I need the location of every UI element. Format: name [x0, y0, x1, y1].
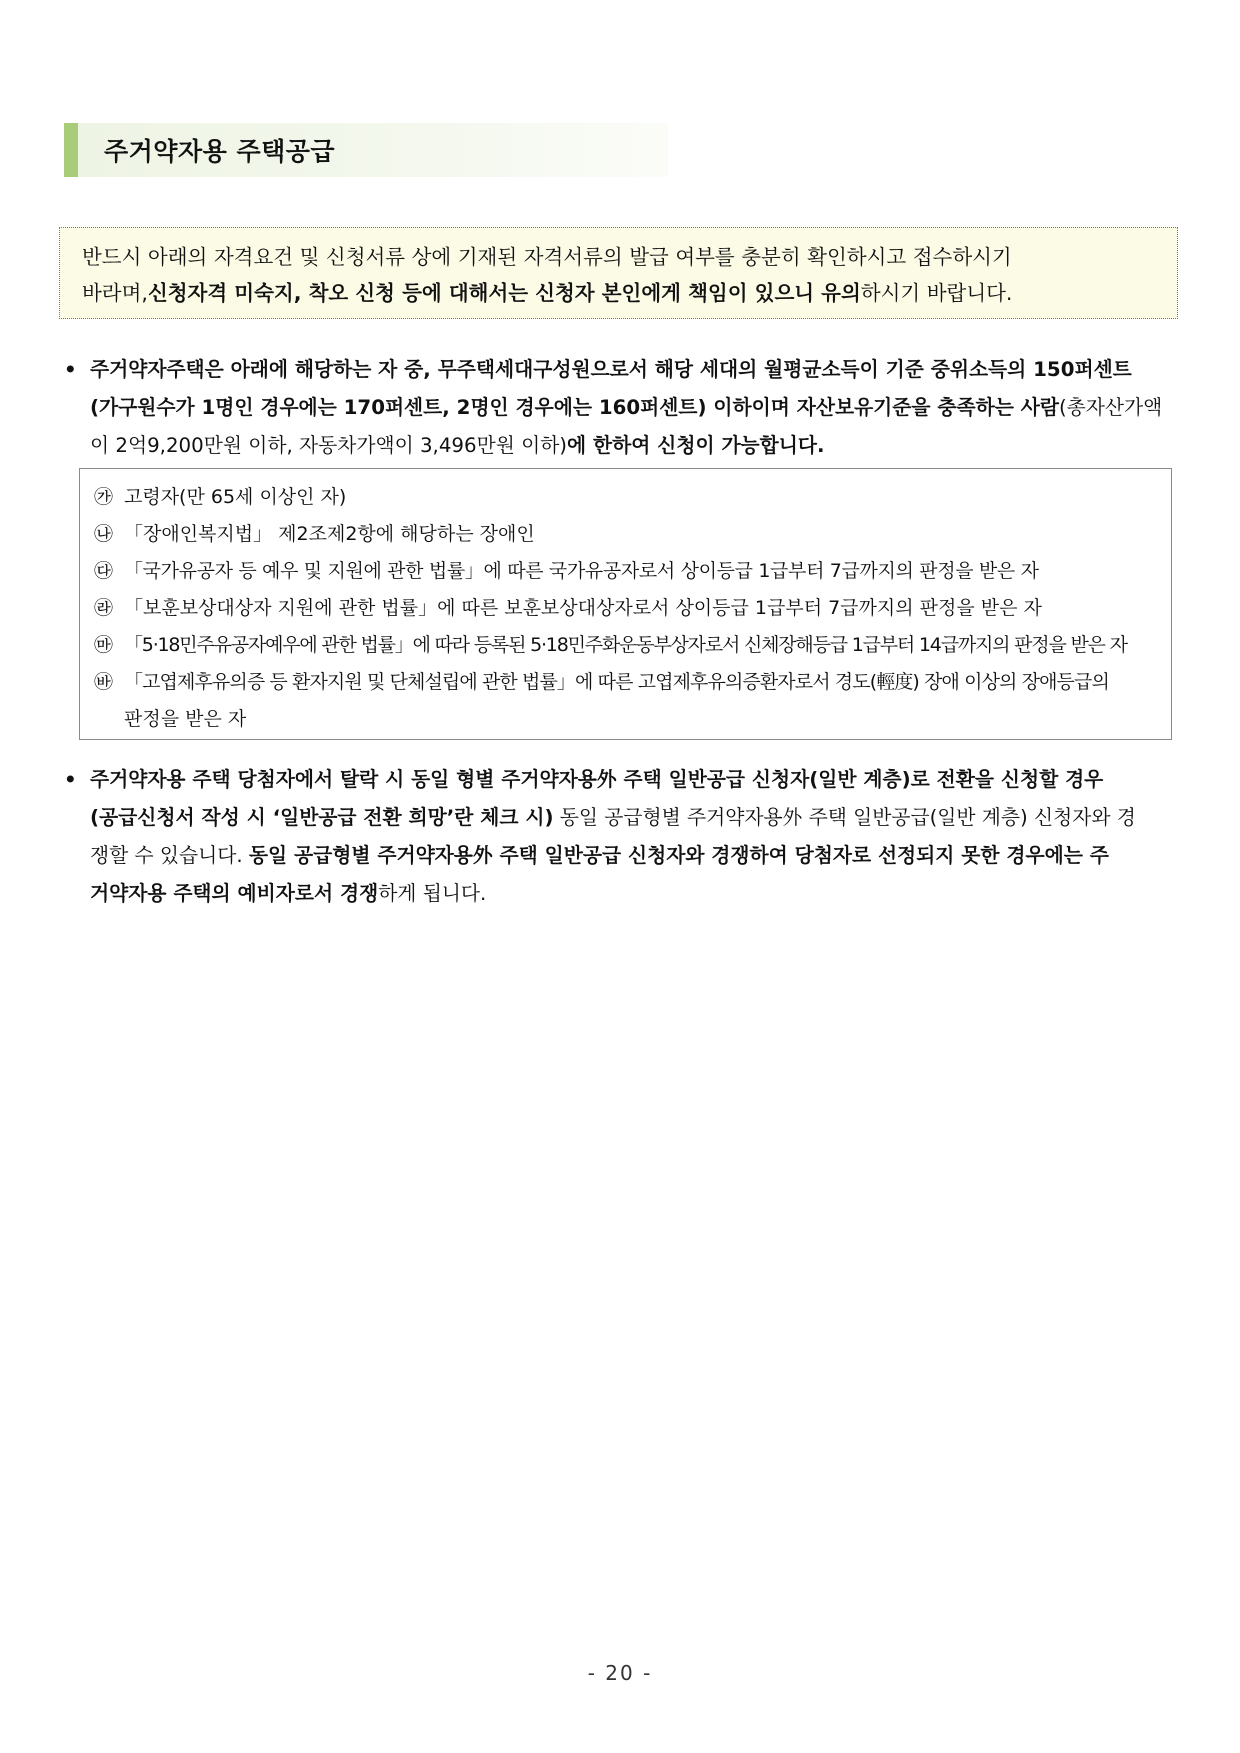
- paragraph-conversion-line-3b: 동일 공급형별 주거약자용外 주택 일반공급 신청자와 경쟁하여 당첨자로 선정되지 못한 경우에는 주: [248, 844, 1109, 867]
- section-header-accent-bar: [64, 123, 78, 177]
- paragraph-eligibility-line-3: [90, 427, 1180, 465]
- notice-text-2c: 하시기 바랍니다.: [860, 281, 1013, 305]
- bullet: •: [64, 358, 77, 381]
- criteria-box: [79, 468, 1172, 740]
- paragraph-eligibility-line-1: 주거약자주택은 아래에 해당하는 자 중, 무주택세대구성원으로서 해당 세대의 월평균소득이 기준 중위소득의 150퍼센트: [90, 358, 1132, 381]
- criteria-text-continuation: 판정을 받은 자: [124, 708, 247, 730]
- paragraph-eligibility-row: [64, 351, 1180, 465]
- paragraph-conversion-line-4: [90, 875, 1180, 913]
- paragraph-eligibility-line-2: [90, 389, 1180, 427]
- section-title: 주거약자용 주택공급: [104, 137, 336, 166]
- criteria-item: [94, 516, 1157, 553]
- criteria-mark: ㉯: [94, 523, 114, 545]
- criteria-text: 「보훈보상대상자 지원에 관한 법률」에 따른 보훈보상대상자로서 상이등급 1급부터 7급까지의 판정을 받은 자: [124, 597, 1042, 619]
- notice-text-1: 반드시 아래의 자격요건 및 신청서류 상에 기재된 자격서류의 발급 여부를 충분히 확인하시고 접수하시기: [82, 245, 1012, 269]
- criteria-mark: ㉳: [94, 671, 114, 693]
- paragraph-eligibility-line-2b: (총자산가액: [1058, 396, 1163, 419]
- paragraph-conversion-line-4a: 거약자용 주택의 예비자로서 경쟁: [90, 882, 379, 905]
- criteria-item: [94, 479, 1157, 516]
- criteria-mark: ㉰: [94, 560, 114, 582]
- paragraph-conversion-line-2a: (공급신청서 작성 시 ‘일반공급 전환 희망’란 체크 시): [90, 806, 554, 829]
- paragraph-conversion-row: [64, 761, 1180, 913]
- notice-text-2a: 바라며,: [82, 281, 148, 305]
- paragraph-eligibility-line-2a: (가구원수가 1명인 경우에는 170퍼센트, 2명인 경우에는 160퍼센트) 이하이며 자산보유기준을 충족하는 사람: [90, 396, 1059, 419]
- criteria-item: [94, 553, 1157, 590]
- paragraph-conversion-line-2b: 동일 공급형별 주거약자용外 주택 일반공급(일반 계층) 신청자와 경: [553, 806, 1136, 829]
- criteria-mark: ㉱: [94, 597, 114, 619]
- notice-text-2b: 신청자격 미숙지, 착오 신청 등에 대해서는 신청자 본인에게 책임이 있으니 유의: [147, 281, 861, 305]
- criteria-text: 「장애인복지법」 제2조제2항에 해당하는 장애인: [124, 523, 535, 545]
- paragraph-conversion: [64, 761, 1180, 913]
- criteria-mark: ㉲: [94, 634, 114, 656]
- criteria-text: 「5·18민주유공자예우에 관한 법률」에 따라 등록된 5·18민주화운동부상자로서 신체장해등급 1급부터 14급까지의 판정을 받은 자: [124, 634, 1127, 656]
- page-number: - 20 -: [587, 1661, 653, 1685]
- criteria-item: [94, 627, 1157, 664]
- criteria-text: 「고엽제후유의증 등 환자지원 및 단체설립에 관한 법률」에 따른 고엽제후유의증환자로서 경도(輕度) 장애 이상의 장애등급의: [124, 671, 1109, 693]
- paragraph-conversion-line-1: 주거약자용 주택 당첨자에서 탈락 시 동일 형별 주거약자용外 주택 일반공급 신청자(일반 계층)로 전환을 신청할 경우: [90, 768, 1104, 791]
- criteria-text: 고령자(만 65세 이상인 자): [124, 486, 347, 508]
- section-header: [64, 123, 668, 177]
- criteria-text: 「국가유공자 등 예우 및 지원에 관한 법률」에 따른 국가유공자로서 상이등급 1급부터 7급까지의 판정을 받은 자: [124, 560, 1039, 582]
- notice-line-1: [82, 239, 1157, 275]
- notice-line-2: [82, 275, 1157, 311]
- paragraph-eligibility: [64, 351, 1180, 465]
- paragraph-eligibility-line-3b: 에 한하여 신청이 가능합니다.: [567, 434, 825, 457]
- criteria-item: [94, 590, 1157, 627]
- bullet: •: [64, 768, 77, 791]
- notice-box: [59, 227, 1178, 319]
- criteria-item: [94, 664, 1157, 701]
- criteria-mark: ㉮: [94, 486, 114, 508]
- paragraph-conversion-text: [90, 761, 1180, 913]
- paragraph-conversion-line-3a: 쟁할 수 있습니다.: [90, 844, 249, 867]
- paragraph-eligibility-line-3a: 이 2억9,200만원 이하, 자동차가액이 3,496만원 이하): [90, 434, 568, 457]
- paragraph-conversion-line-2: [90, 799, 1180, 837]
- paragraph-eligibility-text: [90, 351, 1180, 465]
- paragraph-conversion-line-3: [90, 837, 1180, 875]
- paragraph-conversion-line-4b: 하게 됩니다.: [378, 882, 487, 905]
